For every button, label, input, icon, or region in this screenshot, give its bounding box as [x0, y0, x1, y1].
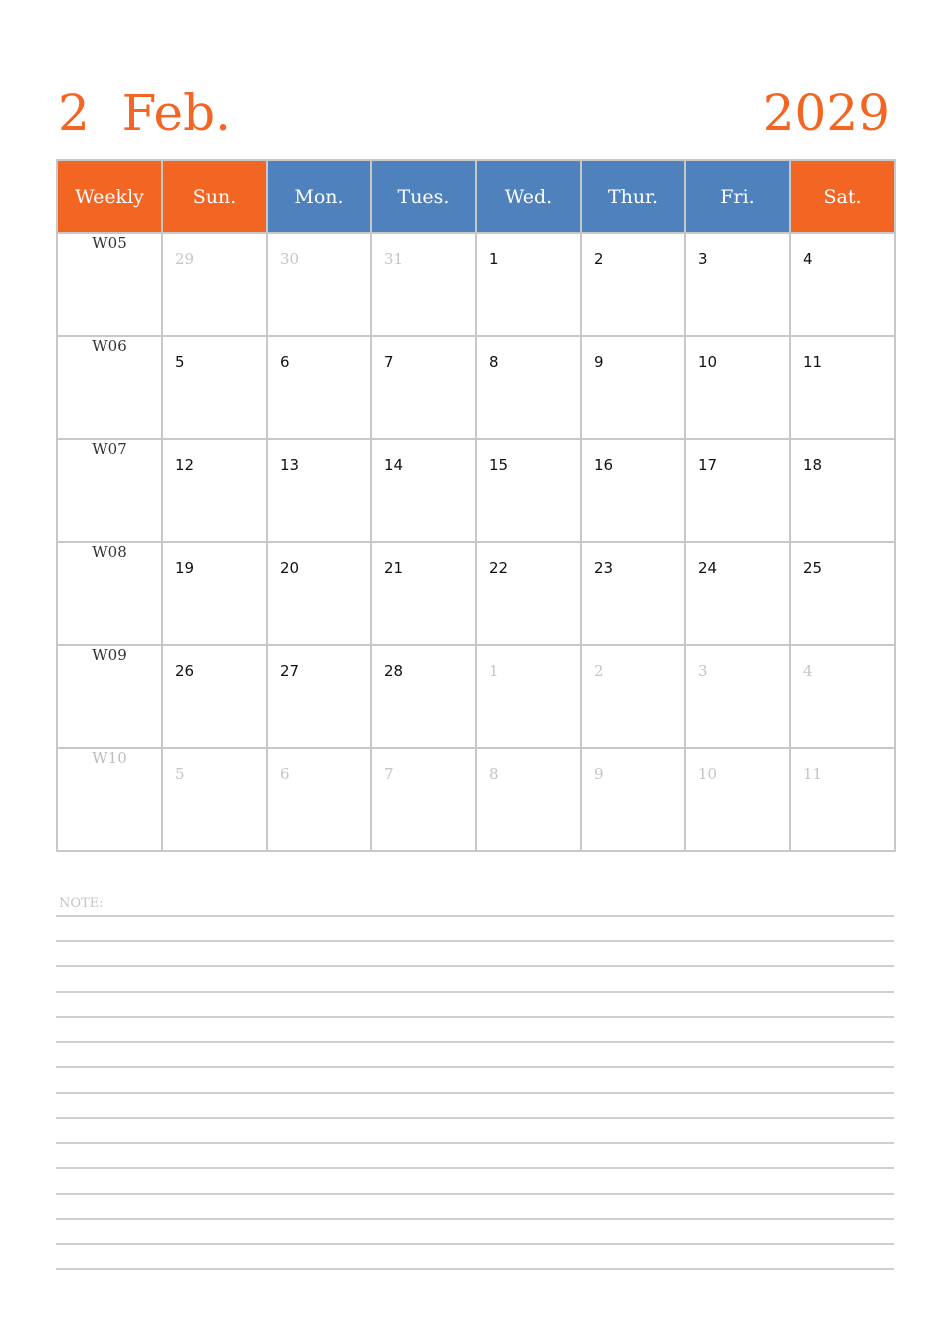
header-tuesday: Tues.	[371, 160, 476, 233]
day-number: 23	[594, 559, 614, 577]
day-number: 27	[280, 662, 300, 680]
day-number: 21	[384, 559, 404, 577]
weekday-header-row	[57, 160, 895, 233]
day-cell[interactable]	[790, 645, 895, 748]
day-number: 19	[175, 559, 195, 577]
day-cell[interactable]	[371, 233, 476, 336]
note-line	[56, 991, 894, 993]
day-cell[interactable]	[685, 439, 790, 542]
day-number: 22	[489, 559, 509, 577]
note-line	[56, 940, 894, 942]
day-cell[interactable]	[581, 233, 685, 336]
day-number: 5	[175, 353, 185, 371]
day-cell[interactable]	[476, 439, 581, 542]
day-number: 12	[175, 456, 195, 474]
day-number: 15	[489, 456, 509, 474]
day-number: 24	[698, 559, 718, 577]
day-cell[interactable]	[371, 542, 476, 645]
day-cell[interactable]	[581, 645, 685, 748]
note-line	[56, 1117, 894, 1119]
header-wednesday: Wed.	[476, 160, 581, 233]
note-line	[56, 965, 894, 967]
day-cell[interactable]	[581, 336, 685, 439]
day-number: 3	[698, 662, 708, 680]
day-number: 9	[594, 353, 604, 371]
day-cell[interactable]	[581, 542, 685, 645]
day-number: 16	[594, 456, 614, 474]
day-number: 8	[489, 765, 499, 783]
week-row	[57, 542, 895, 645]
note-line	[56, 1041, 894, 1043]
day-cell[interactable]	[476, 645, 581, 748]
day-number: 5	[175, 765, 185, 783]
header-sunday: Sun.	[162, 160, 267, 233]
week-row	[57, 748, 895, 851]
day-cell[interactable]	[162, 233, 267, 336]
day-cell[interactable]	[476, 748, 581, 851]
day-number: 3	[698, 250, 708, 268]
day-cell[interactable]	[476, 542, 581, 645]
day-cell[interactable]	[162, 542, 267, 645]
day-number: 6	[280, 353, 290, 371]
day-cell[interactable]	[267, 336, 371, 439]
week-row	[57, 645, 895, 748]
day-number: 6	[280, 765, 290, 783]
day-cell[interactable]	[267, 748, 371, 851]
day-number: 7	[384, 765, 394, 783]
day-cell[interactable]	[476, 233, 581, 336]
day-number: 10	[698, 353, 718, 371]
header-monday: Mon.	[267, 160, 371, 233]
day-number: 17	[698, 456, 718, 474]
header-saturday: Sat.	[790, 160, 895, 233]
day-number: 11	[803, 765, 823, 783]
note-line	[56, 1066, 894, 1068]
week-number: W05	[57, 233, 162, 336]
day-number: 7	[384, 353, 394, 371]
day-number: 13	[280, 456, 300, 474]
day-number: 14	[384, 456, 404, 474]
note-line	[56, 1193, 894, 1195]
day-cell[interactable]	[581, 748, 685, 851]
note-line	[56, 1243, 894, 1245]
day-number: 30	[280, 250, 300, 268]
note-line	[56, 1016, 894, 1018]
day-cell[interactable]	[162, 439, 267, 542]
day-number: 10	[698, 765, 718, 783]
day-number: 2	[594, 662, 604, 680]
day-number: 11	[803, 353, 823, 371]
week-row	[57, 336, 895, 439]
day-number: 29	[175, 250, 195, 268]
day-number: 1	[489, 250, 499, 268]
day-cell[interactable]	[685, 542, 790, 645]
day-cell[interactable]	[685, 233, 790, 336]
day-cell[interactable]	[581, 439, 685, 542]
note-line	[56, 1218, 894, 1220]
day-number: 25	[803, 559, 823, 577]
day-cell[interactable]	[371, 645, 476, 748]
note-line	[56, 1167, 894, 1169]
header-friday: Fri.	[685, 160, 790, 233]
day-cell[interactable]	[790, 439, 895, 542]
day-cell[interactable]	[267, 439, 371, 542]
day-number: 18	[803, 456, 823, 474]
day-cell[interactable]	[267, 233, 371, 336]
day-cell[interactable]	[790, 542, 895, 645]
day-number: 20	[280, 559, 300, 577]
day-cell[interactable]	[371, 336, 476, 439]
day-number: 8	[489, 353, 499, 371]
day-number: 4	[803, 662, 813, 680]
day-cell[interactable]	[685, 645, 790, 748]
week-number: W07	[57, 439, 162, 542]
week-number: W08	[57, 542, 162, 645]
day-cell[interactable]	[267, 542, 371, 645]
day-cell[interactable]	[790, 233, 895, 336]
notes-label: NOTE:	[59, 896, 104, 911]
week-row	[57, 439, 895, 542]
week-number: W09	[57, 645, 162, 748]
day-cell[interactable]	[162, 336, 267, 439]
day-number: 2	[594, 250, 604, 268]
week-number: W10	[57, 748, 162, 851]
note-line	[56, 1092, 894, 1094]
calendar-grid	[56, 159, 896, 852]
day-number: 1	[489, 662, 499, 680]
day-number: 9	[594, 765, 604, 783]
day-number: 4	[803, 250, 813, 268]
day-cell[interactable]	[685, 748, 790, 851]
day-cell[interactable]	[685, 336, 790, 439]
day-cell[interactable]	[162, 748, 267, 851]
note-line	[56, 1268, 894, 1270]
year-title: 2029	[762, 84, 890, 142]
header-thursday: Thur.	[581, 160, 685, 233]
day-number: 28	[384, 662, 404, 680]
day-number: 26	[175, 662, 195, 680]
week-row	[57, 233, 895, 336]
week-number: W06	[57, 336, 162, 439]
day-cell[interactable]	[162, 645, 267, 748]
day-number: 31	[384, 250, 404, 268]
day-cell[interactable]	[790, 748, 895, 851]
day-cell[interactable]	[267, 645, 371, 748]
header-weekly: Weekly	[57, 160, 162, 233]
note-line	[56, 915, 894, 917]
month-title: 2 Feb.	[58, 84, 232, 142]
note-line	[56, 1142, 894, 1144]
day-cell[interactable]	[371, 439, 476, 542]
day-cell[interactable]	[790, 336, 895, 439]
day-cell[interactable]	[476, 336, 581, 439]
day-cell[interactable]	[371, 748, 476, 851]
